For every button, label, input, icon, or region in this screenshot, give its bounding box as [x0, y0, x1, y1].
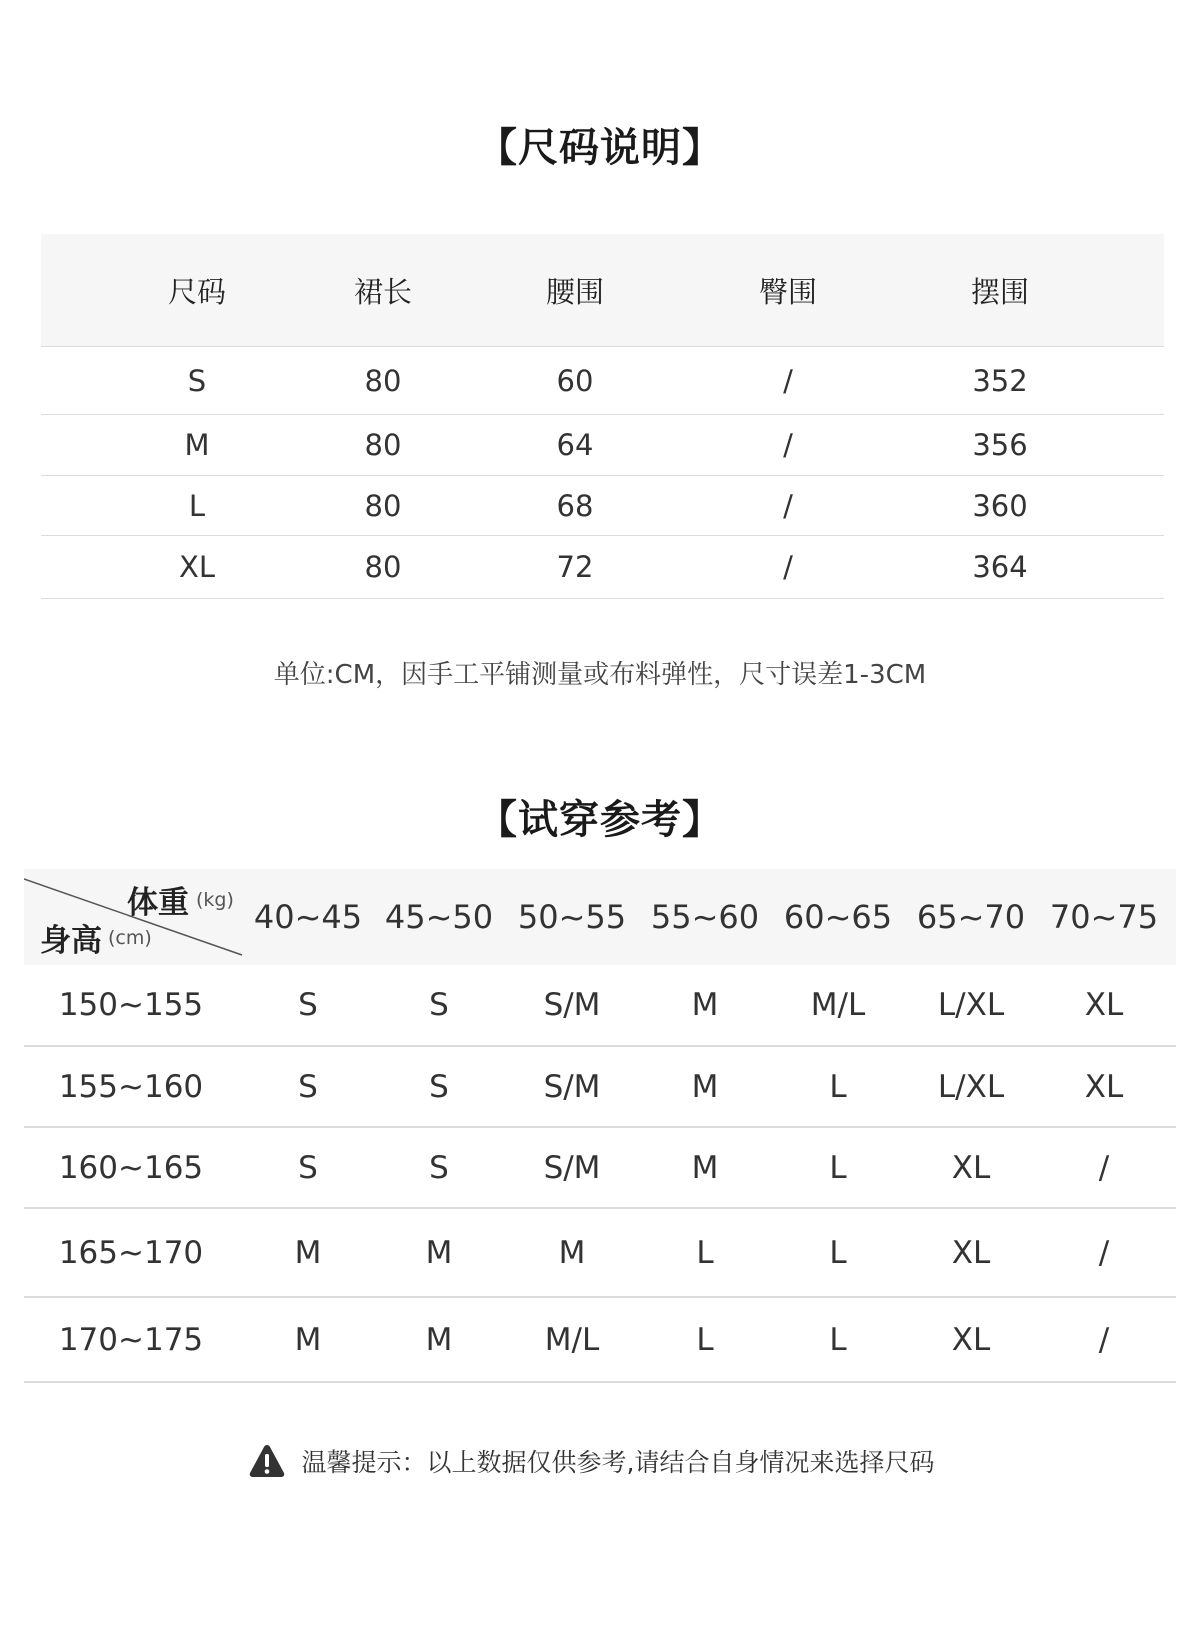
size-cell: M: [294, 1234, 322, 1271]
height-label: 身高: [40, 923, 102, 959]
size-guide-title: 【尺码说明】: [477, 125, 723, 171]
table-row: [24, 1298, 1176, 1383]
size-cell: S/M: [543, 1068, 601, 1105]
size-cell: S/M: [543, 987, 601, 1023]
size-cell: XL: [1084, 987, 1124, 1023]
hip-cell: /: [783, 428, 793, 462]
weight-header: 45~50: [384, 898, 494, 936]
tip-text: 温馨提示：以上数据仅供参考,请结合自身情况来选择尺码: [301, 1448, 935, 1477]
hip-cell: /: [783, 363, 793, 398]
size-cell: S: [298, 1068, 318, 1105]
table-row: [24, 1209, 1176, 1298]
hem-cell: 364: [972, 550, 1028, 584]
header-hem: 摆围: [970, 274, 1029, 309]
hip-cell: /: [783, 550, 793, 584]
table-row: [24, 1128, 1176, 1209]
size-cell: /: [1098, 1234, 1110, 1271]
waist-cell: 68: [556, 488, 594, 523]
weight-header: 55~60: [650, 898, 760, 936]
size-cell: XL: [951, 1321, 991, 1358]
weight-header: 65~70: [916, 898, 1026, 936]
table-row: [41, 347, 1164, 415]
size-cell: M: [425, 1234, 453, 1271]
header-skirt-length: 裙长: [353, 274, 412, 309]
size-cell: M: [425, 1321, 453, 1358]
size-cell: L/XL: [937, 987, 1005, 1023]
height-cell: 170~175: [58, 1321, 204, 1358]
height-unit: (cm): [108, 927, 152, 949]
size-cell: S: [187, 363, 207, 398]
height-cell: 165~170: [58, 1234, 204, 1271]
size-cell: /: [1098, 1149, 1110, 1186]
size-cell: M/L: [544, 1321, 600, 1358]
hem-cell: 360: [972, 488, 1028, 523]
table-row: [41, 536, 1164, 599]
waist-cell: 64: [556, 428, 594, 462]
fit-reference-title: 【试穿参考】: [477, 797, 723, 843]
weight-header: 50~55: [517, 898, 627, 936]
header-size: 尺码: [167, 274, 226, 309]
height-cell: 155~160: [58, 1068, 204, 1105]
size-cell: S: [429, 987, 449, 1023]
height-cell: 160~165: [58, 1149, 204, 1186]
fit-table: [24, 869, 1176, 1383]
size-cell: L: [696, 1234, 714, 1271]
size-cell: M: [691, 1149, 719, 1186]
size-cell: S: [429, 1149, 449, 1186]
size-cell: M/L: [810, 987, 866, 1023]
size-cell: XL: [951, 1149, 991, 1186]
table-row: [24, 965, 1176, 1047]
size-cell: XL: [951, 1234, 991, 1271]
size-cell: M: [691, 987, 719, 1023]
weight-header: 40~45: [253, 898, 363, 936]
size-cell: M: [558, 1234, 586, 1271]
weight-unit: (kg): [196, 889, 234, 911]
header-waist: 腰围: [545, 274, 604, 309]
length-cell: 80: [364, 428, 402, 462]
size-cell: L: [829, 1149, 847, 1186]
size-cell: L: [188, 488, 206, 523]
height-cell: 150~155: [58, 987, 204, 1023]
size-cell: M: [184, 428, 210, 462]
size-cell: L: [829, 1234, 847, 1271]
waist-cell: 60: [556, 363, 594, 398]
size-cell: M: [691, 1068, 719, 1105]
hip-cell: /: [783, 488, 793, 523]
size-cell: L: [696, 1321, 714, 1358]
tip-banner: [0, 1443, 1200, 1479]
weight-header: 70~75: [1049, 898, 1159, 936]
waist-cell: 72: [556, 550, 594, 584]
size-cell: S: [298, 1149, 318, 1186]
size-cell: L: [829, 1321, 847, 1358]
size-cell: S/M: [543, 1149, 601, 1186]
size-cell: L: [829, 1068, 847, 1105]
length-cell: 80: [364, 363, 402, 398]
length-cell: 80: [364, 488, 402, 523]
size-cell: /: [1098, 1321, 1110, 1358]
header-hip: 臀围: [758, 274, 817, 309]
table-row: [24, 1047, 1176, 1128]
size-cell: M: [294, 1321, 322, 1358]
size-cell: S: [429, 1068, 449, 1105]
length-cell: 80: [364, 550, 402, 584]
measurement-note: 单位:CM，因手工平铺测量或布料弹性，尺寸误差1-3CM: [273, 660, 927, 690]
warning-icon: [248, 1443, 286, 1479]
table-row: [41, 415, 1164, 476]
size-cell: S: [298, 987, 318, 1023]
hem-cell: 352: [972, 363, 1028, 398]
size-table-header: [41, 234, 1164, 347]
size-cell: XL: [178, 550, 216, 584]
fit-table-header: [24, 869, 1176, 965]
hem-cell: 356: [972, 428, 1028, 462]
weight-label: 体重: [127, 885, 189, 921]
size-table: [41, 234, 1164, 599]
size-cell: L/XL: [937, 1068, 1005, 1105]
weight-header: 60~65: [783, 898, 893, 936]
table-row: [41, 476, 1164, 536]
size-cell: XL: [1084, 1068, 1124, 1105]
